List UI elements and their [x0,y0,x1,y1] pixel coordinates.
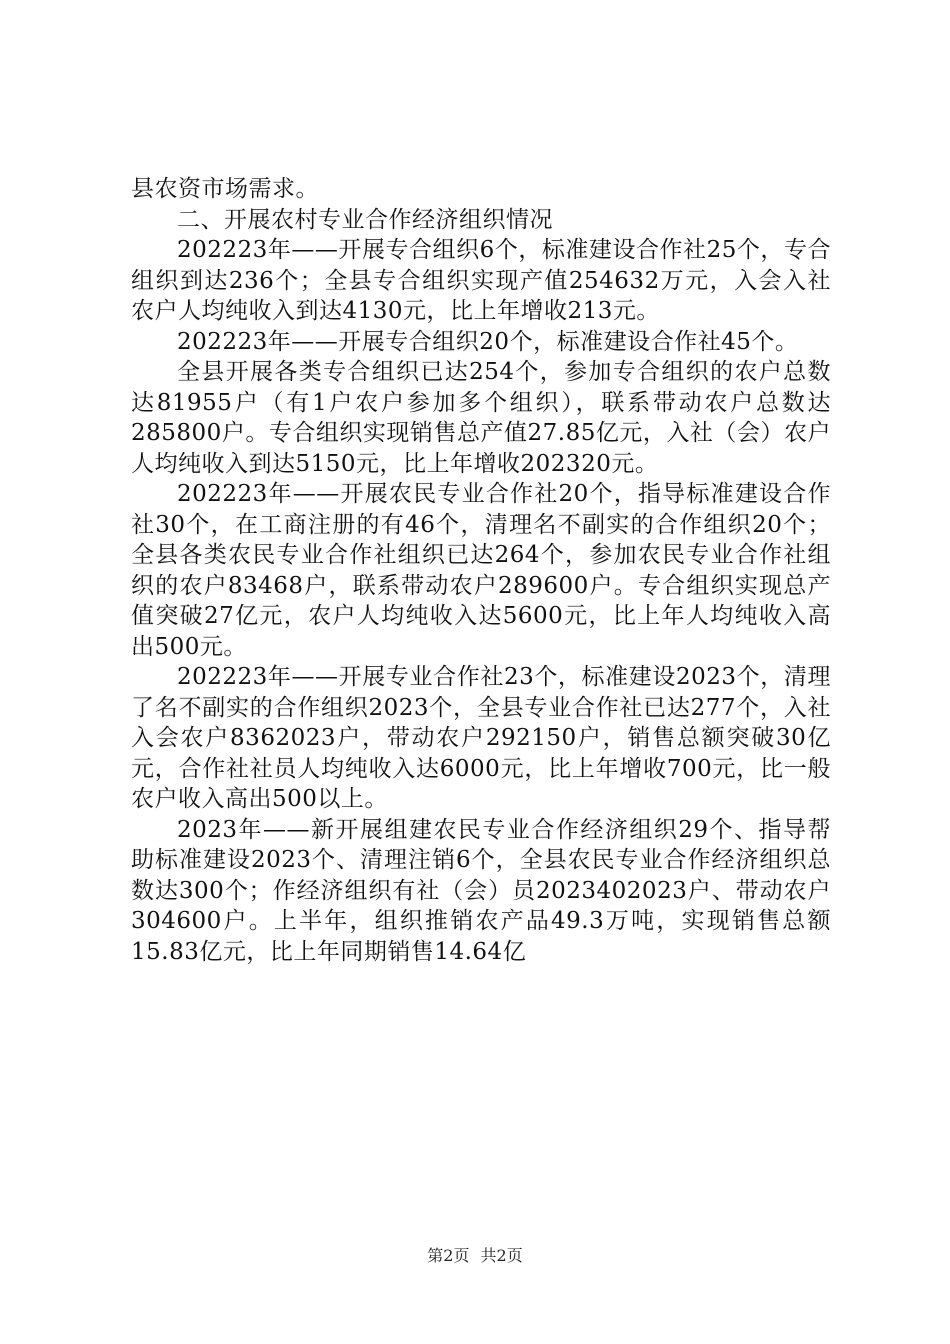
paragraph-4: 202223年——开展专合组织20个，标准建设合作社45个。 [177,328,799,355]
paragraph-7: 202223年——开展专业合作社23个，标准建设2023个，清理了名不副实的合作组织2023个，全县专业合作社已达277个，入社入会农户8362023户，带动农户292150户，销售总额突破30亿元，合作社社员人均纯收入达6000元，比上年增收700元，比一般农户收入高出500以上。 [131,664,831,812]
document-body [131,174,831,967]
section-heading: 二、开展农村专业合作经济组织情况 [177,206,553,233]
page-number: 第2页 [427,1246,470,1265]
paragraph-1: 县农资市场需求。 [131,176,319,202]
page-footer [0,1243,950,1266]
paragraph-3: 202223年——开展专合组织6个，标准建设合作社25个，专合组织到达236个；全县专合组织实现产值254632万元，入会入社农户人均纯收入到达4130元，比上年增收213元。 [131,237,831,324]
page-total: 共2页 [480,1246,523,1265]
paragraph-5: 全县开展各类专合组织已达254个，参加专合组织的农户总数达81955户（有1户农户参加多个组织），联系带动农户总数达285800户。专合组织实现销售总产值27.85亿元，入社（会）农户人均纯收入到达5150元，比上年增收202320元。 [131,359,831,477]
paragraph-8: 2023年——新开展组建农民专业合作经济组织29个、指导帮助标准建设2023个、清理注销6个，全县农民专业合作经济组织总数达300个；作经济组织有社（会）员2023402023户、带动农户304600户。上半年，组织推销农产品49.3万吨，实现销售总额15.83亿元，比上年同期销售14.64亿 [131,816,831,965]
paragraph-6: 202223年——开展农民专业合作社20个，指导标准建设合作社30个，在工商注册的有46个，清理名不副实的合作组织20个；全县各类农民专业合作社组织已达264个，参加农民专业合作社组织的农户83468户，联系带动农户289600户。专合组织实现总产值突破27亿元，农户人均纯收入达5600元，比上年人均纯收入高出500元。 [131,481,831,660]
